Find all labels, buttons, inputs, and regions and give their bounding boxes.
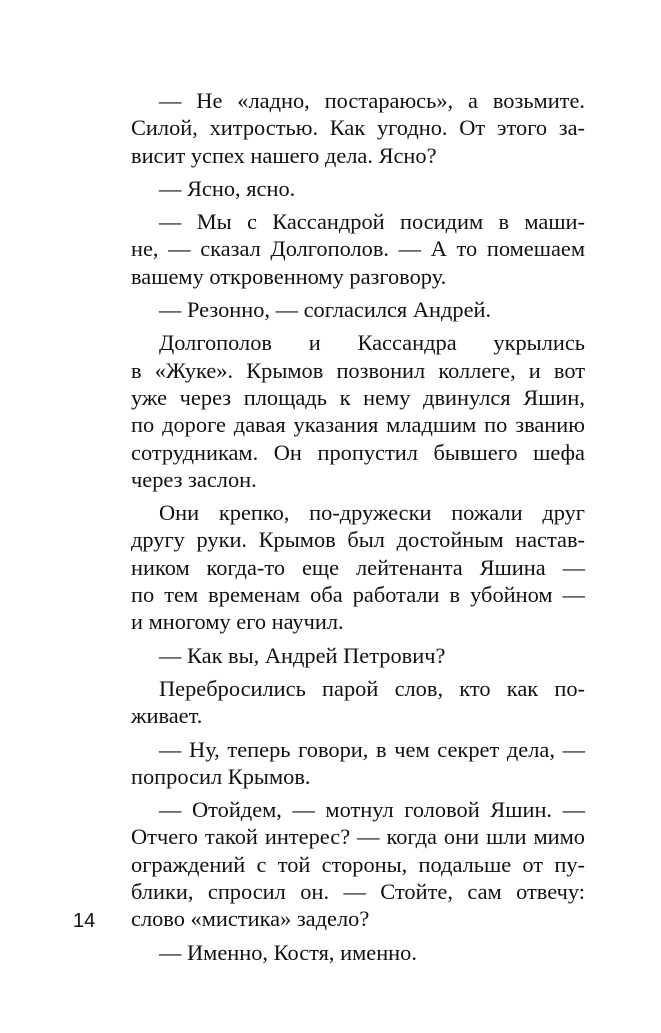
body-text: [131, 87, 585, 966]
text-line: ограждений с той стороны, подальше от пу-: [131, 851, 585, 877]
paragraph: [131, 87, 585, 169]
text-line: висит успех нашего дела. Ясно?: [131, 142, 437, 168]
paragraph: [131, 736, 585, 791]
paragraph: [131, 208, 585, 290]
text-line: блики, спросил он. — Стойте, сам отвечу:: [131, 879, 585, 905]
text-line: — Не «ладно, постараюсь», а возьмите.: [159, 88, 585, 113]
page-number: 14: [73, 910, 96, 932]
text-line: — Ну, теперь говори, в чем секрет дела, —: [159, 736, 585, 762]
text-line: по дороге давая указания младшим по званию: [131, 412, 585, 438]
text-line: другу руки. Крымов был достойным настав-: [131, 527, 585, 553]
text-line: — Резонно, — согласился Андрей.: [159, 297, 492, 323]
text-line: уже через площадь к нему двинулся Яшин,: [131, 384, 585, 410]
paragraph: [131, 675, 585, 730]
paragraph: [131, 296, 585, 323]
text-line: живает.: [131, 703, 203, 729]
text-line: — Отойдем, — мотнул головой Яшин. —: [159, 797, 585, 823]
text-line: сотрудникам. Он пропустил бывшего шефа: [131, 439, 585, 465]
text-line: Отчего такой интерес? — когда они шли мимо: [131, 824, 585, 850]
text-line: — Именно, Костя, именно.: [159, 939, 417, 965]
text-line: Перебросились парой слов, кто как по-: [159, 675, 585, 701]
text-line: через заслон.: [131, 466, 257, 492]
text-line: — Ясно, ясно.: [159, 175, 296, 201]
paragraph: [131, 499, 585, 635]
paragraph: [131, 642, 585, 669]
text-line: — Как вы, Андрей Петрович?: [159, 642, 446, 668]
text-line: по тем временам оба работали в убойном —: [131, 582, 585, 608]
text-line: Они крепко, по-дружески пожали друг: [159, 500, 585, 526]
text-line: попросил Крымов.: [131, 763, 311, 789]
text-line: в «Жуке». Крымов позвонил коллеге, и вот: [131, 357, 585, 383]
text-line: вашему откровенному разговору.: [131, 263, 447, 289]
text-line: Силой, хитростью. Как угодно. От этого за-: [131, 115, 585, 141]
text-line: ником когда-то еще лейтенанта Яшина —: [131, 554, 585, 580]
text-line: не, — сказал Долгополов. — А то помешаем: [131, 236, 585, 262]
text-line: — Мы с Кассандрой посидим в маши-: [159, 209, 585, 235]
paragraph: [131, 175, 585, 202]
text-line: слово «мистика» задело?: [131, 906, 370, 932]
text-line: и многому его научил.: [131, 609, 344, 635]
paragraph: [131, 796, 585, 932]
paragraph: [131, 939, 585, 966]
text-line: Долгополов и Кассандра укрылись: [159, 330, 585, 356]
paragraph: [131, 329, 585, 493]
